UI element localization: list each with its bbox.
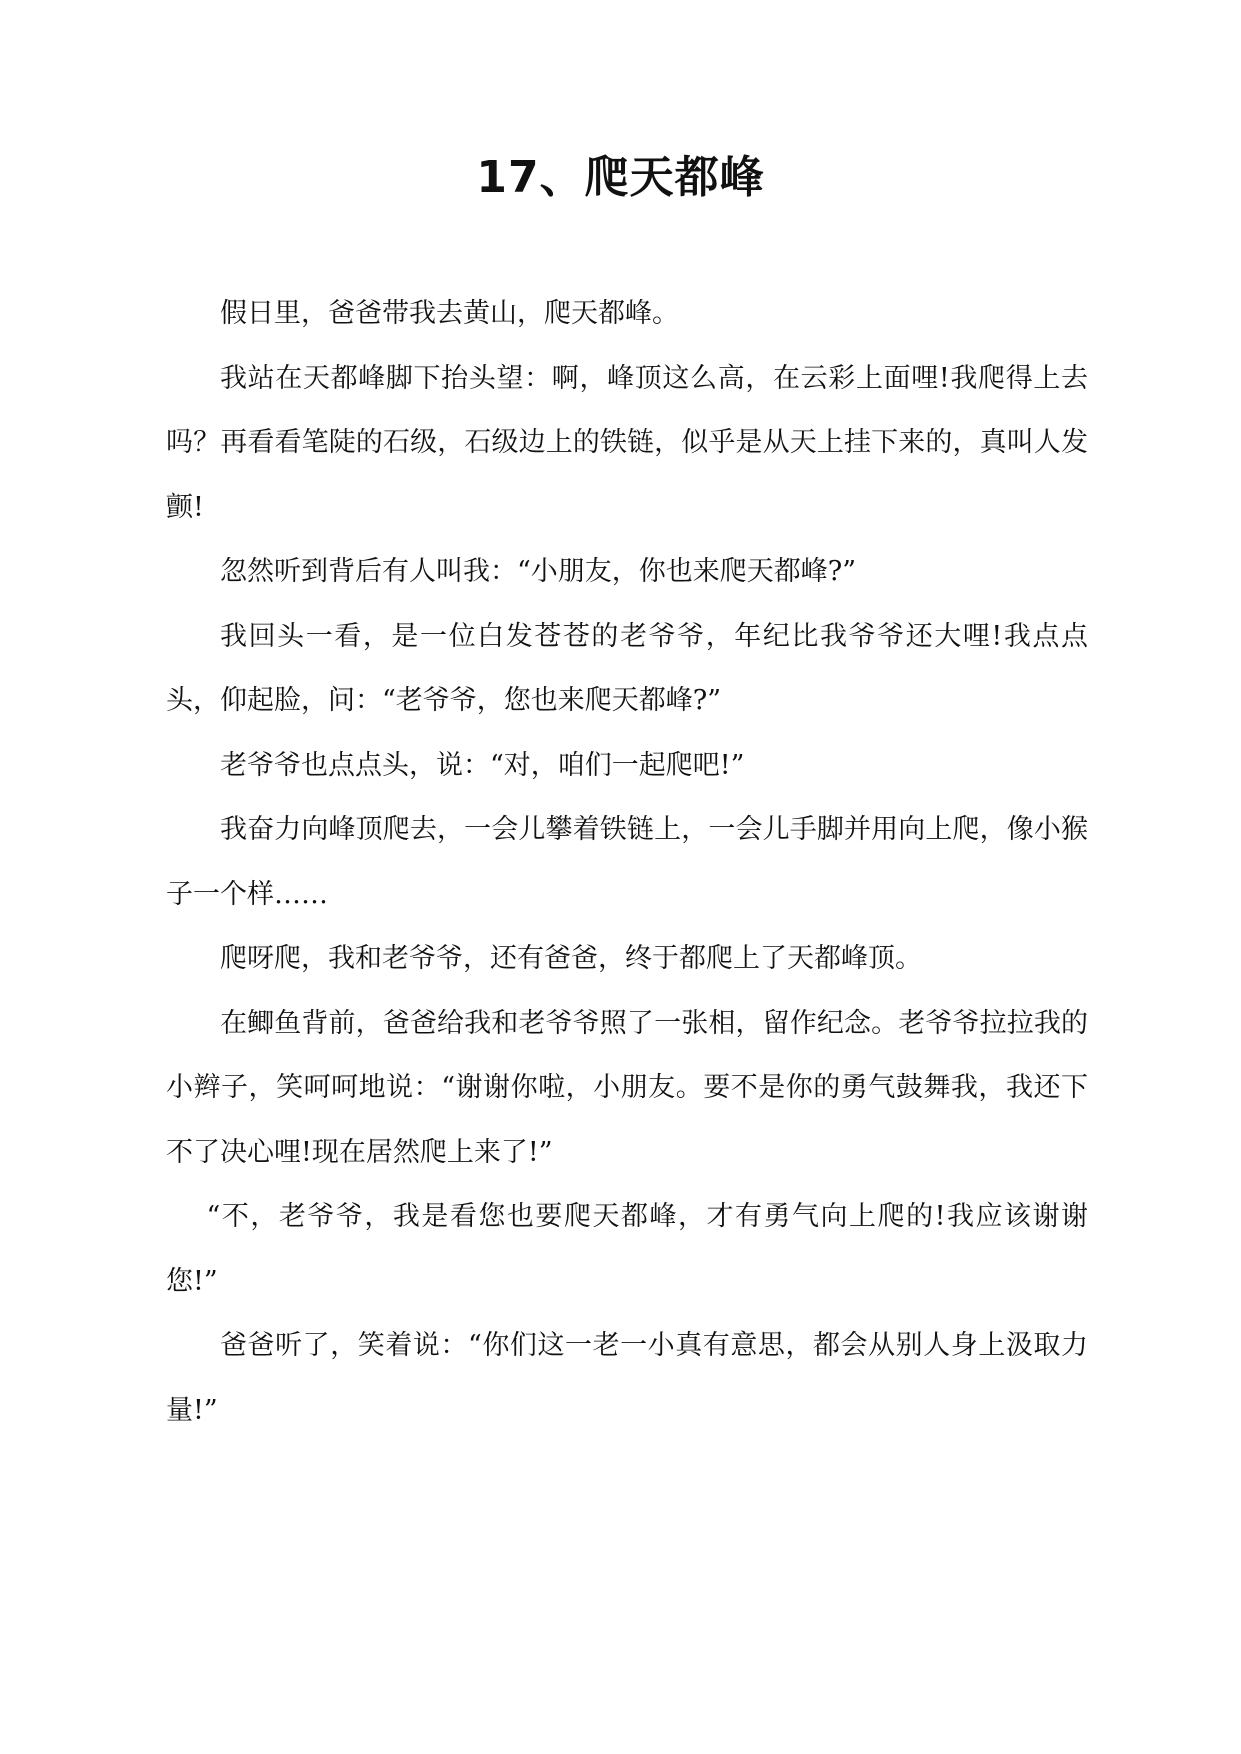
paragraph-1: 假日里，爸爸带我去黄山，爬天都峰。 xyxy=(220,298,679,329)
paragraph-6: 我奋力向峰顶爬去，一会儿攀着铁链上，一会儿手脚并用向上爬，像小猴子一个样…… xyxy=(166,814,1088,910)
paragraph-8: 在鲫鱼背前，爸爸给我和老爷爷照了一张相，留作纪念。老爷爷拉拉我的小辫子，笑呵呵地说：“谢谢你啦，小朋友。要不是你的勇气鼓舞我，我还下不了决心哩!现在居然爬上来了!” xyxy=(166,1007,1088,1168)
article-body xyxy=(166,282,1088,1443)
paragraph-10: 爸爸听了，笑着说：“你们这一老一小真有意思，都会从别人身上汲取力量!” xyxy=(166,1330,1088,1426)
page-title: 17、爬天都峰 xyxy=(476,152,765,203)
paragraph-2: 我站在天都峰脚下抬头望：啊，峰顶这么高，在云彩上面哩!我爬得上去吗？再看看笔陡的石级，石级边上的铁链，似乎是从天上挂下来的，真叫人发颤! xyxy=(166,362,1088,523)
paragraph-4: 我回头一看，是一位白发苍苍的老爷爷，年纪比我爷爷还大哩!我点点头，仰起脸，问：“老爷爷，您也来爬天都峰?” xyxy=(166,620,1088,716)
paragraph-5: 老爷爷也点点头，说：“对，咱们一起爬吧!” xyxy=(220,749,745,781)
paragraph-9: “不，老爷爷，我是看您也要爬天都峰，才有勇气向上爬的!我应该谢谢您!” xyxy=(166,1201,1088,1297)
paragraph-7: 爬呀爬，我和老爷爷，还有爸爸，终于都爬上了天都峰顶。 xyxy=(220,943,922,974)
paragraph-3: 忽然听到背后有人叫我：“小朋友，你也来爬天都峰?” xyxy=(220,556,857,587)
